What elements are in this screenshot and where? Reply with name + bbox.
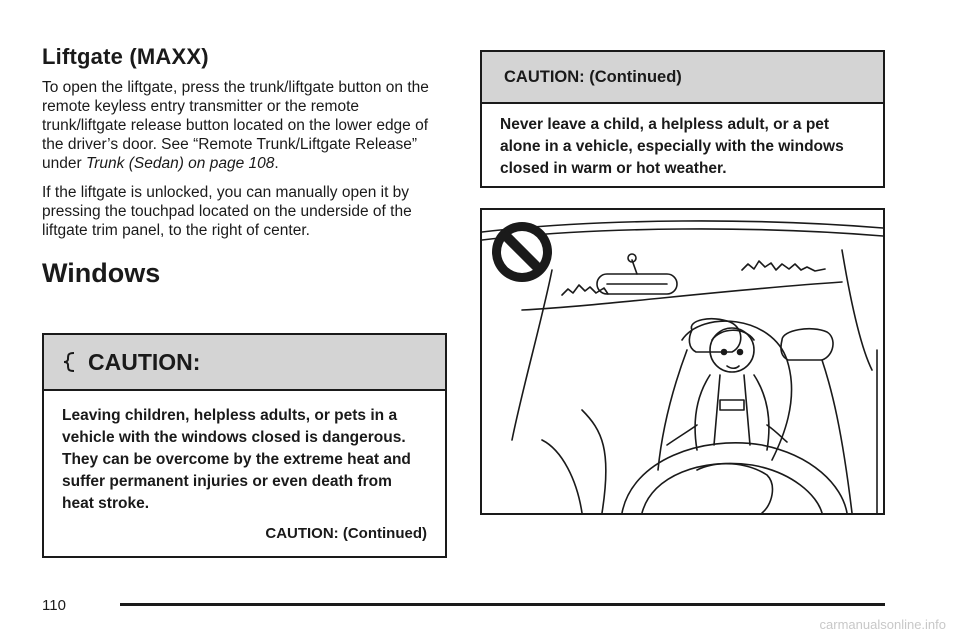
caution-text: Leaving children, helpless adults, or pets in a vehicle with the windows closed is dangerous. They can be overcome by the extreme heat and suffer permanent injuries or even death from heat stroke. [62, 407, 411, 512]
page-number: 110 [42, 597, 66, 614]
caution-continued-text: Never leave a child, a helpless adult, or a pet alone in a vehicle, especially with the windows closed in warm or hot weather. [500, 116, 844, 177]
liftgate-paragraph-1 [42, 78, 446, 173]
prohibition-icon [492, 222, 552, 282]
caution-continued-header: CAUTION: (Continued) [482, 52, 883, 104]
left-column [42, 44, 446, 289]
caution-box-continued [480, 50, 885, 188]
trunk-sedan-reference-link[interactable]: Trunk (Sedan) on page 108 [85, 155, 275, 172]
liftgate-paragraph-1-end: . [274, 155, 279, 172]
caution-title: CAUTION: [88, 348, 201, 375]
windows-heading: Windows [42, 258, 161, 288]
liftgate-paragraph-1-text: To open the liftgate, press the trunk/liftgate button on the remote keyless entry transmitter or the remote trunk/liftgate release button located on the lower edge of the driver’s door. See “Remote Trunk/Liftgate Release” under [42, 79, 429, 172]
child-in-car-illustration [480, 208, 885, 515]
caution-body [44, 391, 445, 545]
car-interior-drawing [482, 210, 883, 513]
liftgate-heading: Liftgate (MAXX) [42, 44, 209, 69]
watermark: carmanualsonline.info [819, 617, 946, 632]
footer-rule [120, 603, 885, 606]
caution-box-windows [42, 333, 447, 558]
caution-continued-label: CAUTION: (Continued) [265, 525, 427, 542]
caution-header [44, 335, 445, 391]
caution-symbol-icon [60, 351, 80, 373]
liftgate-paragraph-2: If the liftgate is unlocked, you can manually open it by pressing the touchpad located on the underside of the liftgate trim panel, to the right of center. [42, 184, 412, 239]
